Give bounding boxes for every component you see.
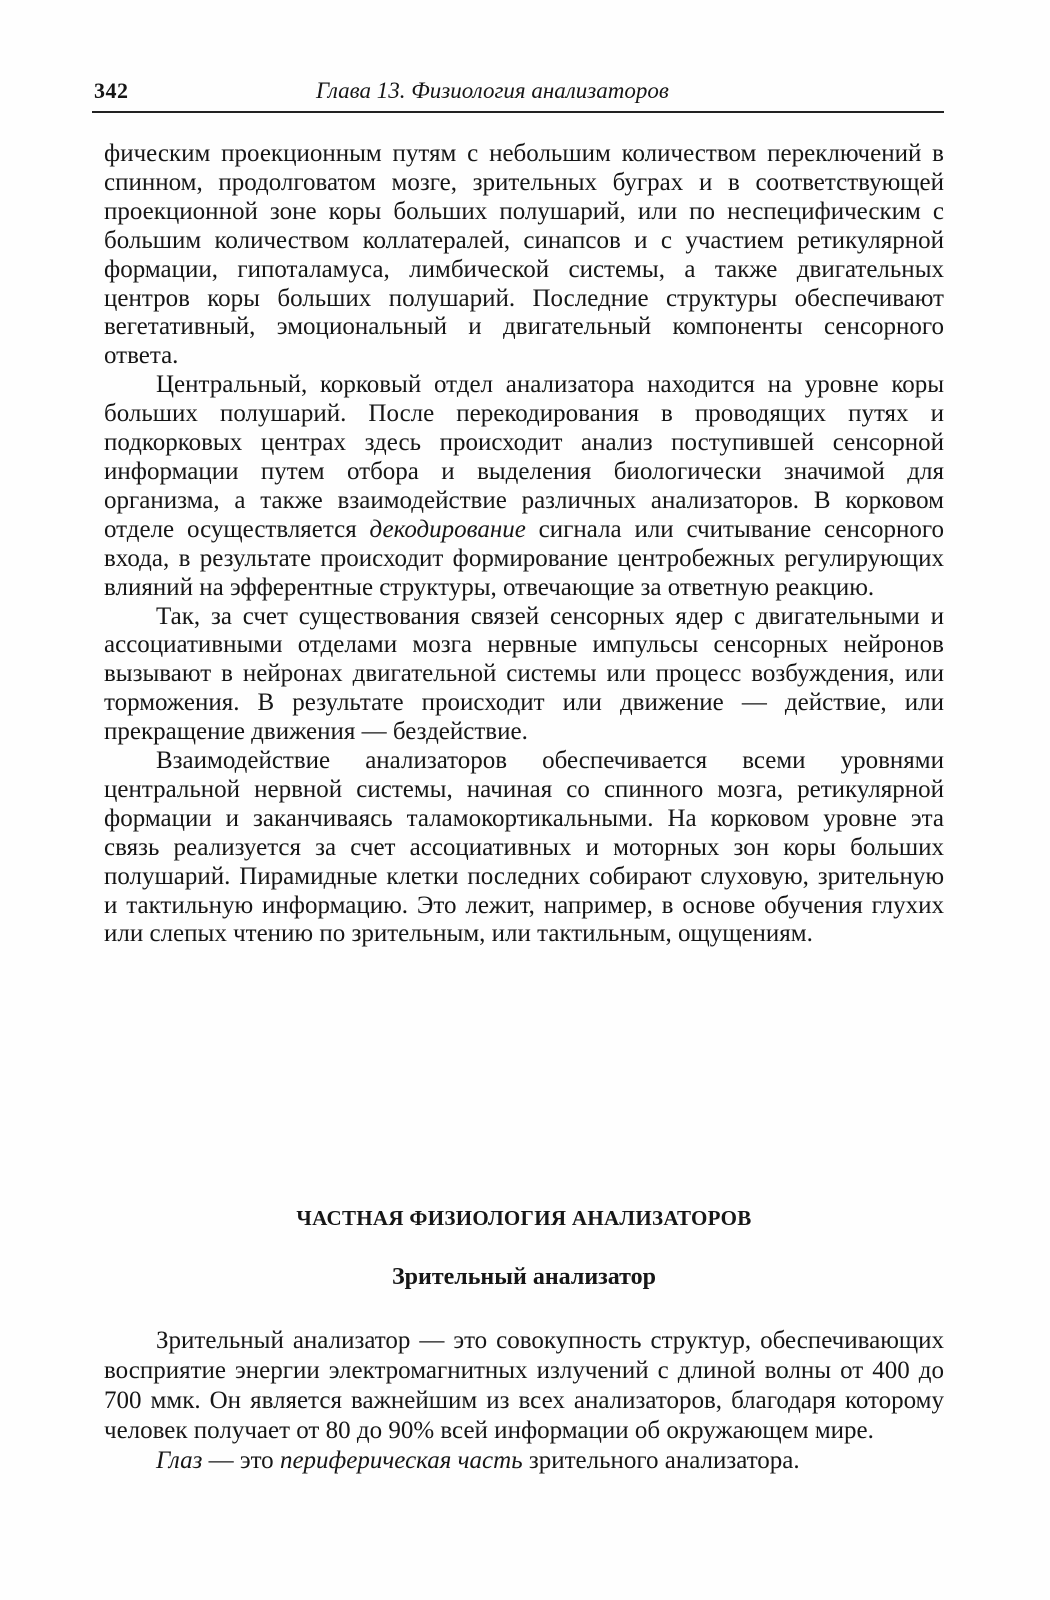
paragraph-2-emphasis: декодирование	[369, 515, 526, 543]
paragraph-4: Взаимодействие анализаторов обеспечивается всеми уровнями центральной нервной системы, начиная со спинного мозга, ретикулярной формации и заканчиваясь таламокортикальными. На корковом уровне эта связь реализуется за счет ассоциативных и моторных зон коры больших полушарий. Пирамидные клетки последних собирают слуховую, зрительную и тактильную информацию. Это лежит, например, в основе обучения глухих или слепых чтению по зрительным, или тактильным, ощущениям.	[104, 747, 944, 948]
section-title: ЧАСТНАЯ ФИЗИОЛОГИЯ АНАЛИЗАТОРОВ	[296, 1206, 752, 1230]
paragraph-1: фическим проекционным путям с небольшим количеством переключений в спинном, продолговатом мозге, зрительных буграх и в соответствующей проекционной зоне коры больших полушарий, или по неспецифическим с большим количеством коллатералей, синапсов и с участием ретикулярной формации, гипоталамуса, лимбической системы, а также двигательных центров коры больших полушарий. Последние структуры обеспечивают вегетативный, эмоциональный и двигательный компоненты сенсорного ответа.	[104, 140, 944, 370]
page-header	[92, 78, 944, 108]
section-paragraph-2-end: зрительного анализатора.	[522, 1447, 800, 1474]
header-rule	[92, 111, 944, 113]
paragraph-2-start: Центральный, корковый отдел анализатора находится на уровне коры больших полушарий. После перекодирования в проводящих путях и подкорковых центрах здесь происходит анализ поступившей сенсорной информации путем отбора и выделения биологически значимой для организма, а также взаимодействие различных анализаторов. В корковом отделе осуществляется	[104, 371, 944, 543]
term-eye: Глаз	[156, 1447, 203, 1474]
page-number: 342	[94, 78, 129, 103]
main-text	[104, 140, 944, 949]
running-title: Глава 13. Физиология анализаторов	[316, 78, 669, 103]
subsection-title: Зрительный анализатор	[391, 1264, 656, 1290]
paragraph-2-end: сигнала или считывание сенсорного входа, в результате происходит формирование центробежных регулирующих влияний на эфферентные структуры, отвечающие за ответную реакцию.	[104, 515, 944, 601]
section-paragraph-2	[104, 1446, 944, 1476]
section-text	[104, 1326, 944, 1476]
term-peripheral-part: периферическая часть	[279, 1447, 523, 1474]
paragraph-2	[104, 371, 944, 602]
paragraph-3: Так, за счет существования связей сенсорных ядер с двигательными и ассоциативными отделами мозга нервные импульсы сенсорных нейронов вызывают в нейронах двигательной системы или процесс возбуждения, или торможения. В результате происходит или движение — действие, или прекращение движения — бездействие.	[104, 602, 944, 746]
section-paragraph-2-mid: — это	[202, 1447, 280, 1474]
section-paragraph-1: Зрительный анализатор — это совокупность структур, обеспечивающих восприятие энергии электромагнитных излучений с длиной волны от 400 до 700 ммк. Он является важнейшим из всех анализаторов, благодаря которому человек получает от 80 до 90% всей информации об окружающем мире.	[104, 1327, 944, 1444]
